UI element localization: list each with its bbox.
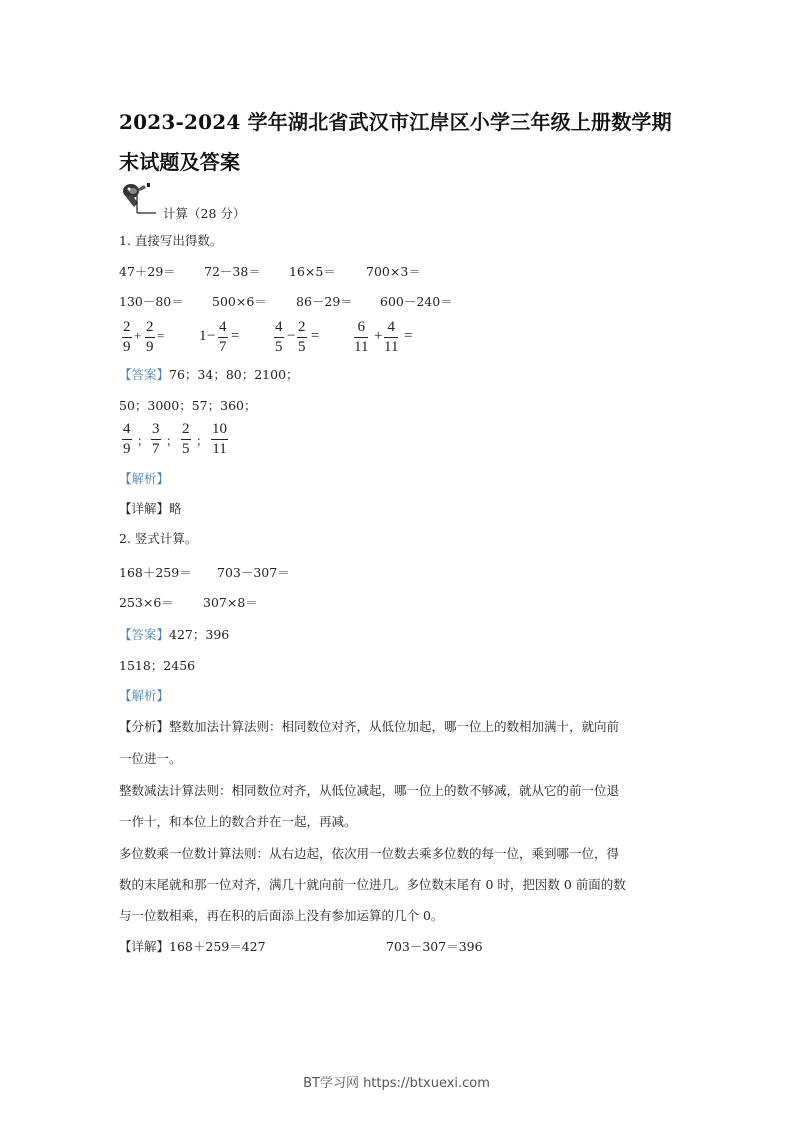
- document-page: 2023-2024 学年湖北省武汉市江岸区小学三年级上册数学期 末试题及答案 计算（28 分） 1. 直接写出得数。 47＋29＝ 72－38＝ 16×5＝ 700×3＝ 130－80＝ 500×6＝ 86－29＝ 600－240＝ 2 9 + 2 9 = 1 − 4 7 = 4 5 − 2 5 = 6 11 + 4 11 = 【答案】76；34；80；2100； 50；3000；57；360； 4 9 ； 3 7 ； 2 5 ； 10 11 【解析】 【详解】略 2. 竖式计算。 168＋259＝ 703－307＝ 253×6＝ 307×8＝ 【答案】427；396 1518；2456 【解析】 【分析】整数加法计算法则：相同数位对齐，从低位加起，哪一位上的数相加满十，就向前 一位进一。 整数减法计算法则：相同数位对齐，从低位减起，哪一位上的数不够减，就从它的前一位退 一作十，和本位上的数合并在一起，再减。 多位数乘一位数计算法则：从右边起，依次用一位数去乘多位数的每一位，乘到哪一位，得 数的末尾就和那一位对齐，满几十就向前一位进几。多位数末尾有 0 时，把因数 0 前面的数 与一位数相乘，再在积的后面添上没有参加运算的几个 0。 【详解】168＋259＝427 703－307＝396 BT学习网 https://btxuexi.com: [0, 0, 793, 1122]
- q2-analysis-para3-line3: 与一位数相乘，再在积的后面添上没有参加运算的几个 0。: [119, 908, 444, 923]
- q1-expr: 16×5＝: [289, 264, 336, 279]
- q2-analysis-para3-line2: 数的末尾就和那一位对齐，满几十就向前一位进几。多位数末尾有 0 时，把因数 0 前面的数: [119, 877, 626, 892]
- q1-detail: 【详解】略: [119, 501, 182, 516]
- fraction: 10 11: [212, 421, 227, 457]
- q2-detail: 【详解】168＋259＝427: [119, 939, 266, 954]
- q2-analysis-para1-line1: 【分析】整数加法计算法则：相同数位对齐，从低位加起，哪一位上的数相加满十，就向前: [119, 719, 620, 734]
- fenxi-label: 【分析】: [119, 719, 170, 734]
- question-2-prompt: 2. 竖式计算。: [119, 531, 198, 546]
- q1-answer-line2: 50；3000；57；360；: [119, 398, 257, 413]
- q2-answer-line1: 【答案】427；396: [119, 627, 230, 642]
- q1-analysis-label: 【解析】: [119, 471, 170, 486]
- q1-expr: 500×6＝: [212, 294, 267, 309]
- fraction: 2 5: [298, 319, 306, 355]
- q2-expr: 307×8＝: [203, 595, 258, 610]
- q1-expr: 700×3＝: [366, 264, 421, 279]
- fraction: 2 5: [182, 421, 190, 457]
- q2-expr: 168＋259＝: [119, 565, 192, 580]
- fraction: 2 9: [146, 319, 154, 355]
- fraction: 4 5: [275, 319, 283, 355]
- q2-analysis-para2-line1: 整数减法计算法则：相同数位对齐，从低位减起，哪一位上的数不够减，就从它的前一位退: [119, 783, 620, 798]
- fraction: 3 7: [152, 421, 160, 457]
- q2-analysis-para3-line1: 多位数乘一位数计算法则：从右边起，依次用一位数去乘多位数的每一位，乘到哪一位，得: [119, 846, 620, 861]
- answer-label: 【答案】: [119, 627, 170, 642]
- q2-analysis-label: 【解析】: [119, 688, 170, 703]
- q1-expr: 86－29＝: [296, 294, 353, 309]
- fraction: 4 9: [123, 421, 131, 457]
- answer-label: 【答案】: [119, 367, 170, 382]
- detail-label: 【详解】: [119, 939, 170, 954]
- fraction: 6 11: [354, 319, 369, 355]
- footer-watermark: BT学习网 https://btxuexi.com: [303, 1076, 490, 1091]
- document-title-line2: 末试题及答案: [119, 150, 241, 174]
- cartoon-mascot-icon: [120, 181, 158, 215]
- q2-expr: 703－307＝: [217, 565, 290, 580]
- q2-analysis-para1-line2: 一位进一。: [119, 751, 182, 766]
- fraction: 4 11: [384, 319, 399, 355]
- q1-answer-line1: 【答案】76；34；80；2100；: [119, 367, 299, 382]
- q2-answer-line2: 1518；2456: [119, 658, 196, 673]
- section-heading: 计算（28 分）: [163, 206, 246, 221]
- q2-expr: 253×6＝: [119, 595, 174, 610]
- q2-analysis-para2-line2: 一作十，和本位上的数合并在一起，再减。: [119, 814, 357, 829]
- q1-expr: 72－38＝: [204, 264, 261, 279]
- fraction: 2 9: [123, 319, 131, 355]
- q2-detail-eq2: 703－307＝396: [386, 939, 483, 954]
- detail-label: 【详解】: [119, 501, 170, 516]
- fraction: 4 7: [219, 319, 227, 355]
- question-1-prompt: 1. 直接写出得数。: [119, 233, 223, 248]
- q1-expr: 130－80＝: [119, 294, 184, 309]
- q1-expr: 600－240＝: [380, 294, 453, 309]
- q1-expr: 47＋29＝: [119, 264, 176, 279]
- document-title-line1: 2023-2024 学年湖北省武汉市江岸区小学三年级上册数学期: [119, 110, 672, 134]
